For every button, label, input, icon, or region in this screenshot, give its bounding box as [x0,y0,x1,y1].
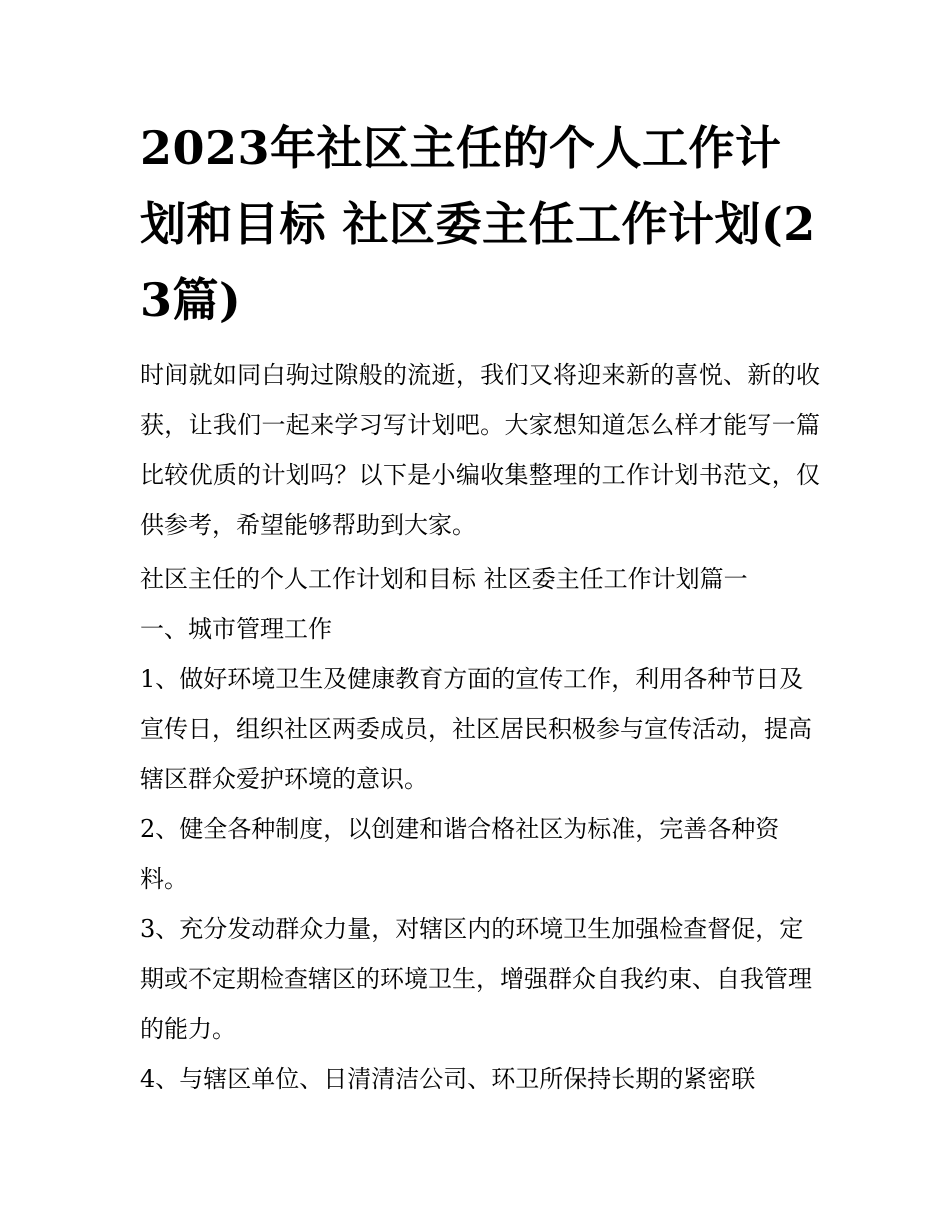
section-heading: 社区主任的个人工作计划和目标 社区委主任工作计划篇一 [140,565,748,593]
document-page [140,110,820,1104]
list-item-2: 2、健全各种制度，以创建和谐合格社区为标准，完善各种资料。 [140,815,780,893]
document-title: 2023年社区主任的个人工作计划和目标 社区委主任工作计划(23篇) [140,121,816,327]
list-item-3: 3、充分发动群众力量，对辖区内的环境卫生加强检查督促，定期或不定期检查辖区的环境卫生，增强群众自我约束、自我管理的能力。 [140,915,812,1043]
list-item-1: 1、做好环境卫生及健康教育方面的宣传工作，利用各种节日及宣传日，组织社区两委成员，社区居民积极参与宣传活动，提高辖区群众爱护环境的意识。 [140,665,812,793]
list-item-4: 4、与辖区单位、日清清洁公司、环卫所保持长期的紧密联 [140,1065,756,1093]
subsection-heading: 一、城市管理工作 [140,615,332,643]
intro-paragraph: 时间就如同白驹过隙般的流逝，我们又将迎来新的喜悦、新的收获，让我们一起来学习写计划吧。大家想知道怎么样才能写一篇比较优质的计划吗？以下是小编收集整理的工作计划书范文，仅供参考，希望能够帮助到大家。 [140,361,820,539]
